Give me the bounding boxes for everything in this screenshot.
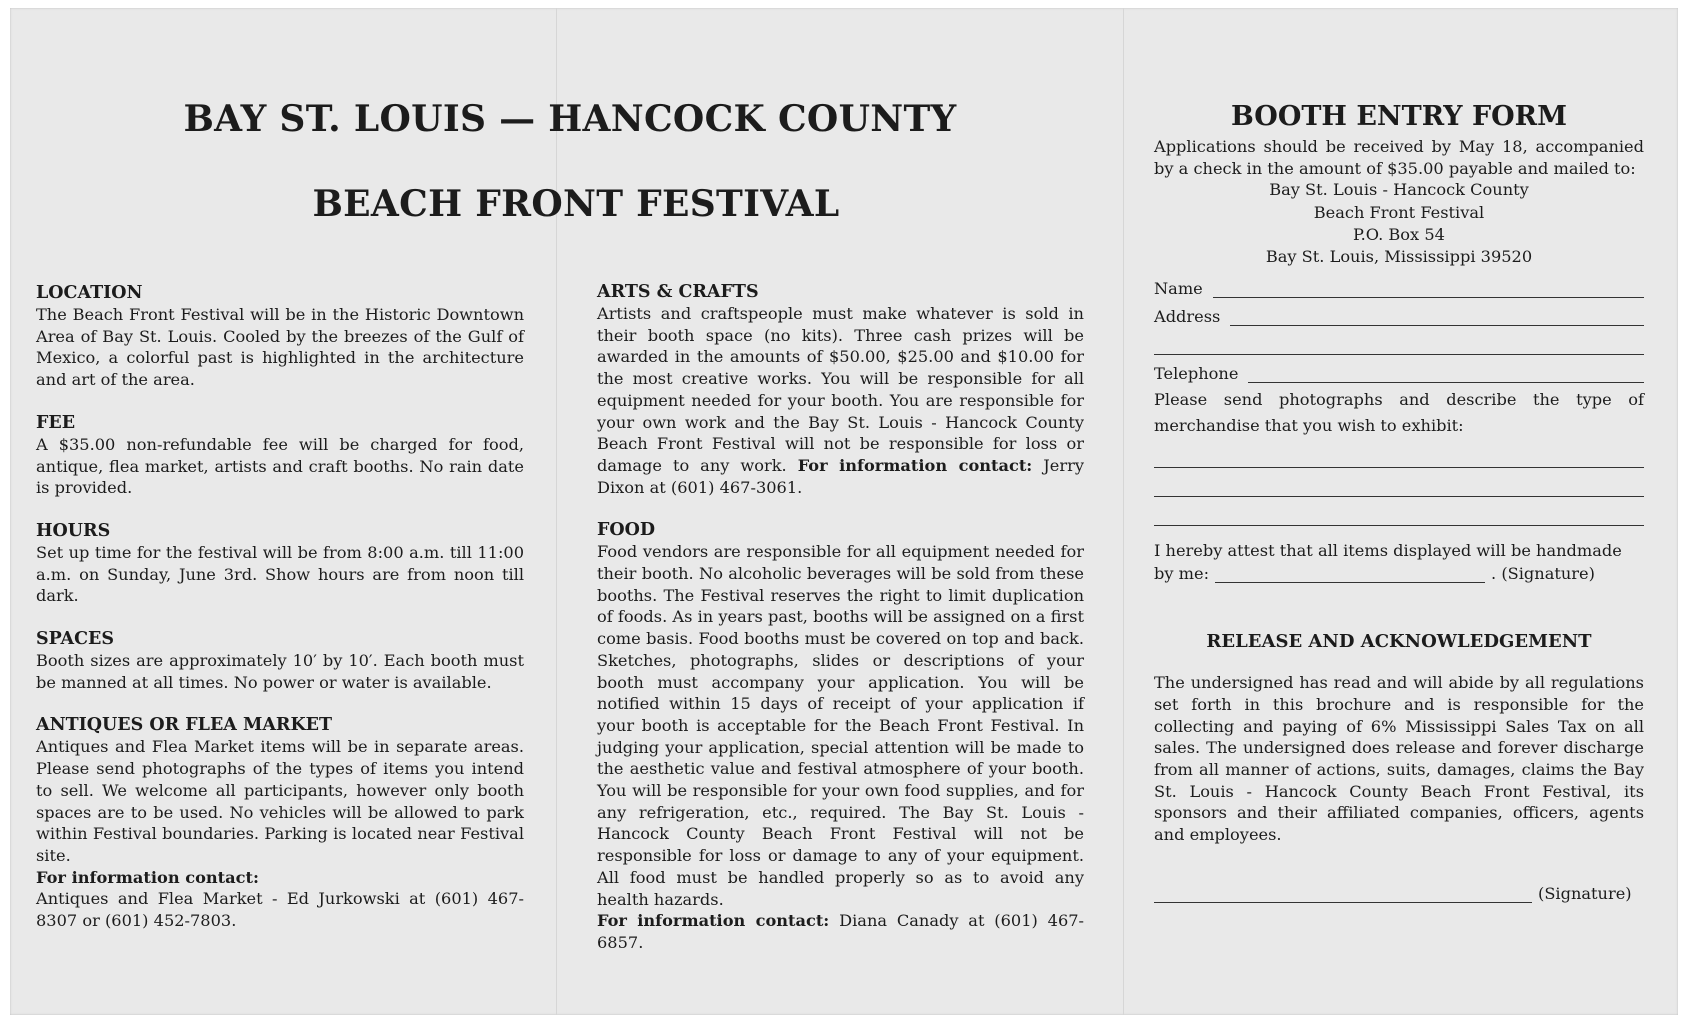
- address-line: Bay St. Louis, Mississippi 39520: [1265, 247, 1533, 267]
- section-hours: [36, 520, 524, 607]
- merchandise-line[interactable]: [1154, 439, 1644, 468]
- section-body: [597, 303, 1084, 498]
- address-line: Beach Front Festival: [1313, 202, 1485, 222]
- section-body: Antiques and Flea Market items will be in separate areas. Please send photographs of the types of items you intend to sell. We welcome all participants, however only booth spaces are to be used. No vehicles will be allowed to park within Festival boundaries. Parking is located near Festival site.: [36, 737, 524, 865]
- section-heading: FOOD: [597, 520, 656, 541]
- section-food: [597, 519, 1084, 953]
- left-column: [36, 282, 524, 932]
- middle-column: [597, 281, 1084, 954]
- section-body: Set up time for the festival will be from 8:00 a.m. till 11:00 a.m. on Sunday, June 3rd. Show hours are from noon till dark.: [36, 542, 524, 606]
- section-spaces: [36, 628, 524, 693]
- signature-label: (Signature): [1538, 883, 1632, 903]
- section-heading: ARTS & CRAFTS: [597, 282, 759, 302]
- telephone-field[interactable]: [1154, 355, 1644, 383]
- contact-heading: For information contact:: [36, 867, 259, 887]
- section-body: The Beach Front Festival will be in the Historic Downtown Area of Bay St. Louis. Cooled by the breezes of the Gulf of Mexico, a colorful past is highlighted in the architecture and art of the area.: [36, 305, 524, 390]
- contact-label: For information contact:: [597, 911, 830, 931]
- merchandise-line[interactable]: [1154, 468, 1644, 497]
- contact-line: [597, 910, 1084, 953]
- by-me-label: by me:: [1154, 564, 1210, 584]
- address-field[interactable]: [1154, 298, 1644, 326]
- release-signature-line[interactable]: [1154, 886, 1532, 903]
- address-line: P.O. Box 54: [1353, 224, 1445, 244]
- release-body: The undersigned has read and will abide by all regulations set forth in this brochure and is responsible for the collecting and paying of 6% Mississippi Sales Tax on all sales. The undersigned does release and forever discharge from all manner of actions, suits, damages, claims the Bay St. Louis - Hancock County Beach Front Festival, its sponsors and their affiliated companies, officers, agents and employees.: [1154, 673, 1644, 845]
- address-line-1[interactable]: [1230, 309, 1644, 326]
- address-line-2[interactable]: [1154, 326, 1644, 355]
- signature-label: . (Signature): [1491, 564, 1595, 584]
- photo-instructions: Please send photographs and describe the type of merchandise that you wish to exhibit:: [1154, 390, 1644, 436]
- merchandise-line[interactable]: [1154, 497, 1644, 526]
- section-body: A $35.00 non-refundable fee will be charged for food, antique, flea market, artists and craft booths. No rain date is provided.: [36, 434, 524, 498]
- address-line: Bay St. Louis - Hancock County: [1269, 180, 1529, 200]
- attest-signature-row: [1154, 564, 1644, 583]
- name-field[interactable]: [1154, 270, 1644, 298]
- release-title: RELEASE AND ACKNOWLEDGEMENT: [1206, 631, 1592, 653]
- telephone-line[interactable]: [1248, 366, 1644, 383]
- fold-line: [556, 8, 557, 1015]
- festival-title: BEACH FRONT FESTIVAL: [312, 183, 840, 225]
- fold-line: [1123, 8, 1124, 1015]
- address-label: Address: [1154, 307, 1221, 327]
- contact-text: Jerry Dixon at (601) 467-3061.: [597, 455, 1084, 497]
- section-heading: FEE: [36, 412, 76, 433]
- section-heading: HOURS: [36, 520, 111, 541]
- section-arts-crafts: [597, 281, 1084, 498]
- contact-text: Diana Canady at (601) 467-6857.: [597, 911, 1085, 952]
- name-label: Name: [1154, 279, 1203, 299]
- form-instructions: Applications should be received by May 18, accompanied by a check in the amount of $35.00 payable and mailed to:: [1154, 137, 1644, 178]
- arts-body-text: Artists and craftspeople must make whatever is sold in their booth space (no kits). Three cash prizes will be awarded in the amounts of $50.00, $25.00 and $10.00 for the most creative works. You will be responsible for all equipment needed for your booth. You are responsible for your own work and the Bay St. Louis - Hancock County Beach Front Festival will not be responsible for loss or damage to any work.: [597, 304, 1084, 475]
- section-location: [36, 282, 524, 391]
- release-signature-row: [1154, 884, 1644, 903]
- section-body: Food vendors are responsible for all equipment needed for their booth. No alcoholic beverages will be sold from these booths. The Festival reserves the right to limit duplication of foods. As in years past, booths will be assigned on a first come basis. Food booths must be covered on top and back. Sketches, photographs, slides or descriptions of your booth must accompany your application. You will be notified within 15 days of receipt of your application if your booth is acceptable for the Beach Front Festival. In judging your application, special attention will be made to the aesthetic value and festival atmosphere of your booth. You will be responsible for your own food supplies, and for any refrigeration, etc., required. The Bay St. Louis - Hancock County Beach Front Festival will not be responsible for loss or damage to any of your equipment. All food must be handled properly so as to avoid any health hazards.: [597, 542, 1084, 909]
- contact-text: Antiques and Flea Market - Ed Jurkowski at (601) 467-8307 or (601) 452-7803.: [36, 889, 524, 931]
- section-body: Booth sizes are approximately 10′ by 10′. Each booth must be manned at all times. No power or water is available.: [36, 651, 524, 692]
- section-fee: [36, 412, 524, 499]
- brochure-sheet: [10, 8, 1678, 1015]
- form-title: BOOTH ENTRY FORM: [1230, 101, 1567, 132]
- name-line[interactable]: [1213, 281, 1644, 298]
- booth-entry-form: [1154, 100, 1644, 903]
- attest-text: I hereby attest that all items displayed will be handmade: [1154, 541, 1622, 561]
- mailing-address: [1154, 179, 1644, 268]
- section-heading: LOCATION: [36, 283, 143, 303]
- section-heading: ANTIQUES OR FLEA MARKET: [36, 715, 333, 736]
- section-antiques: [36, 714, 524, 931]
- attest-signature-line[interactable]: [1215, 566, 1485, 583]
- telephone-label: Telephone: [1154, 364, 1239, 384]
- section-heading: SPACES: [36, 629, 115, 650]
- contact-label: For information contact:: [797, 455, 1033, 475]
- main-title: BAY ST. LOUIS — HANCOCK COUNTY: [183, 98, 957, 140]
